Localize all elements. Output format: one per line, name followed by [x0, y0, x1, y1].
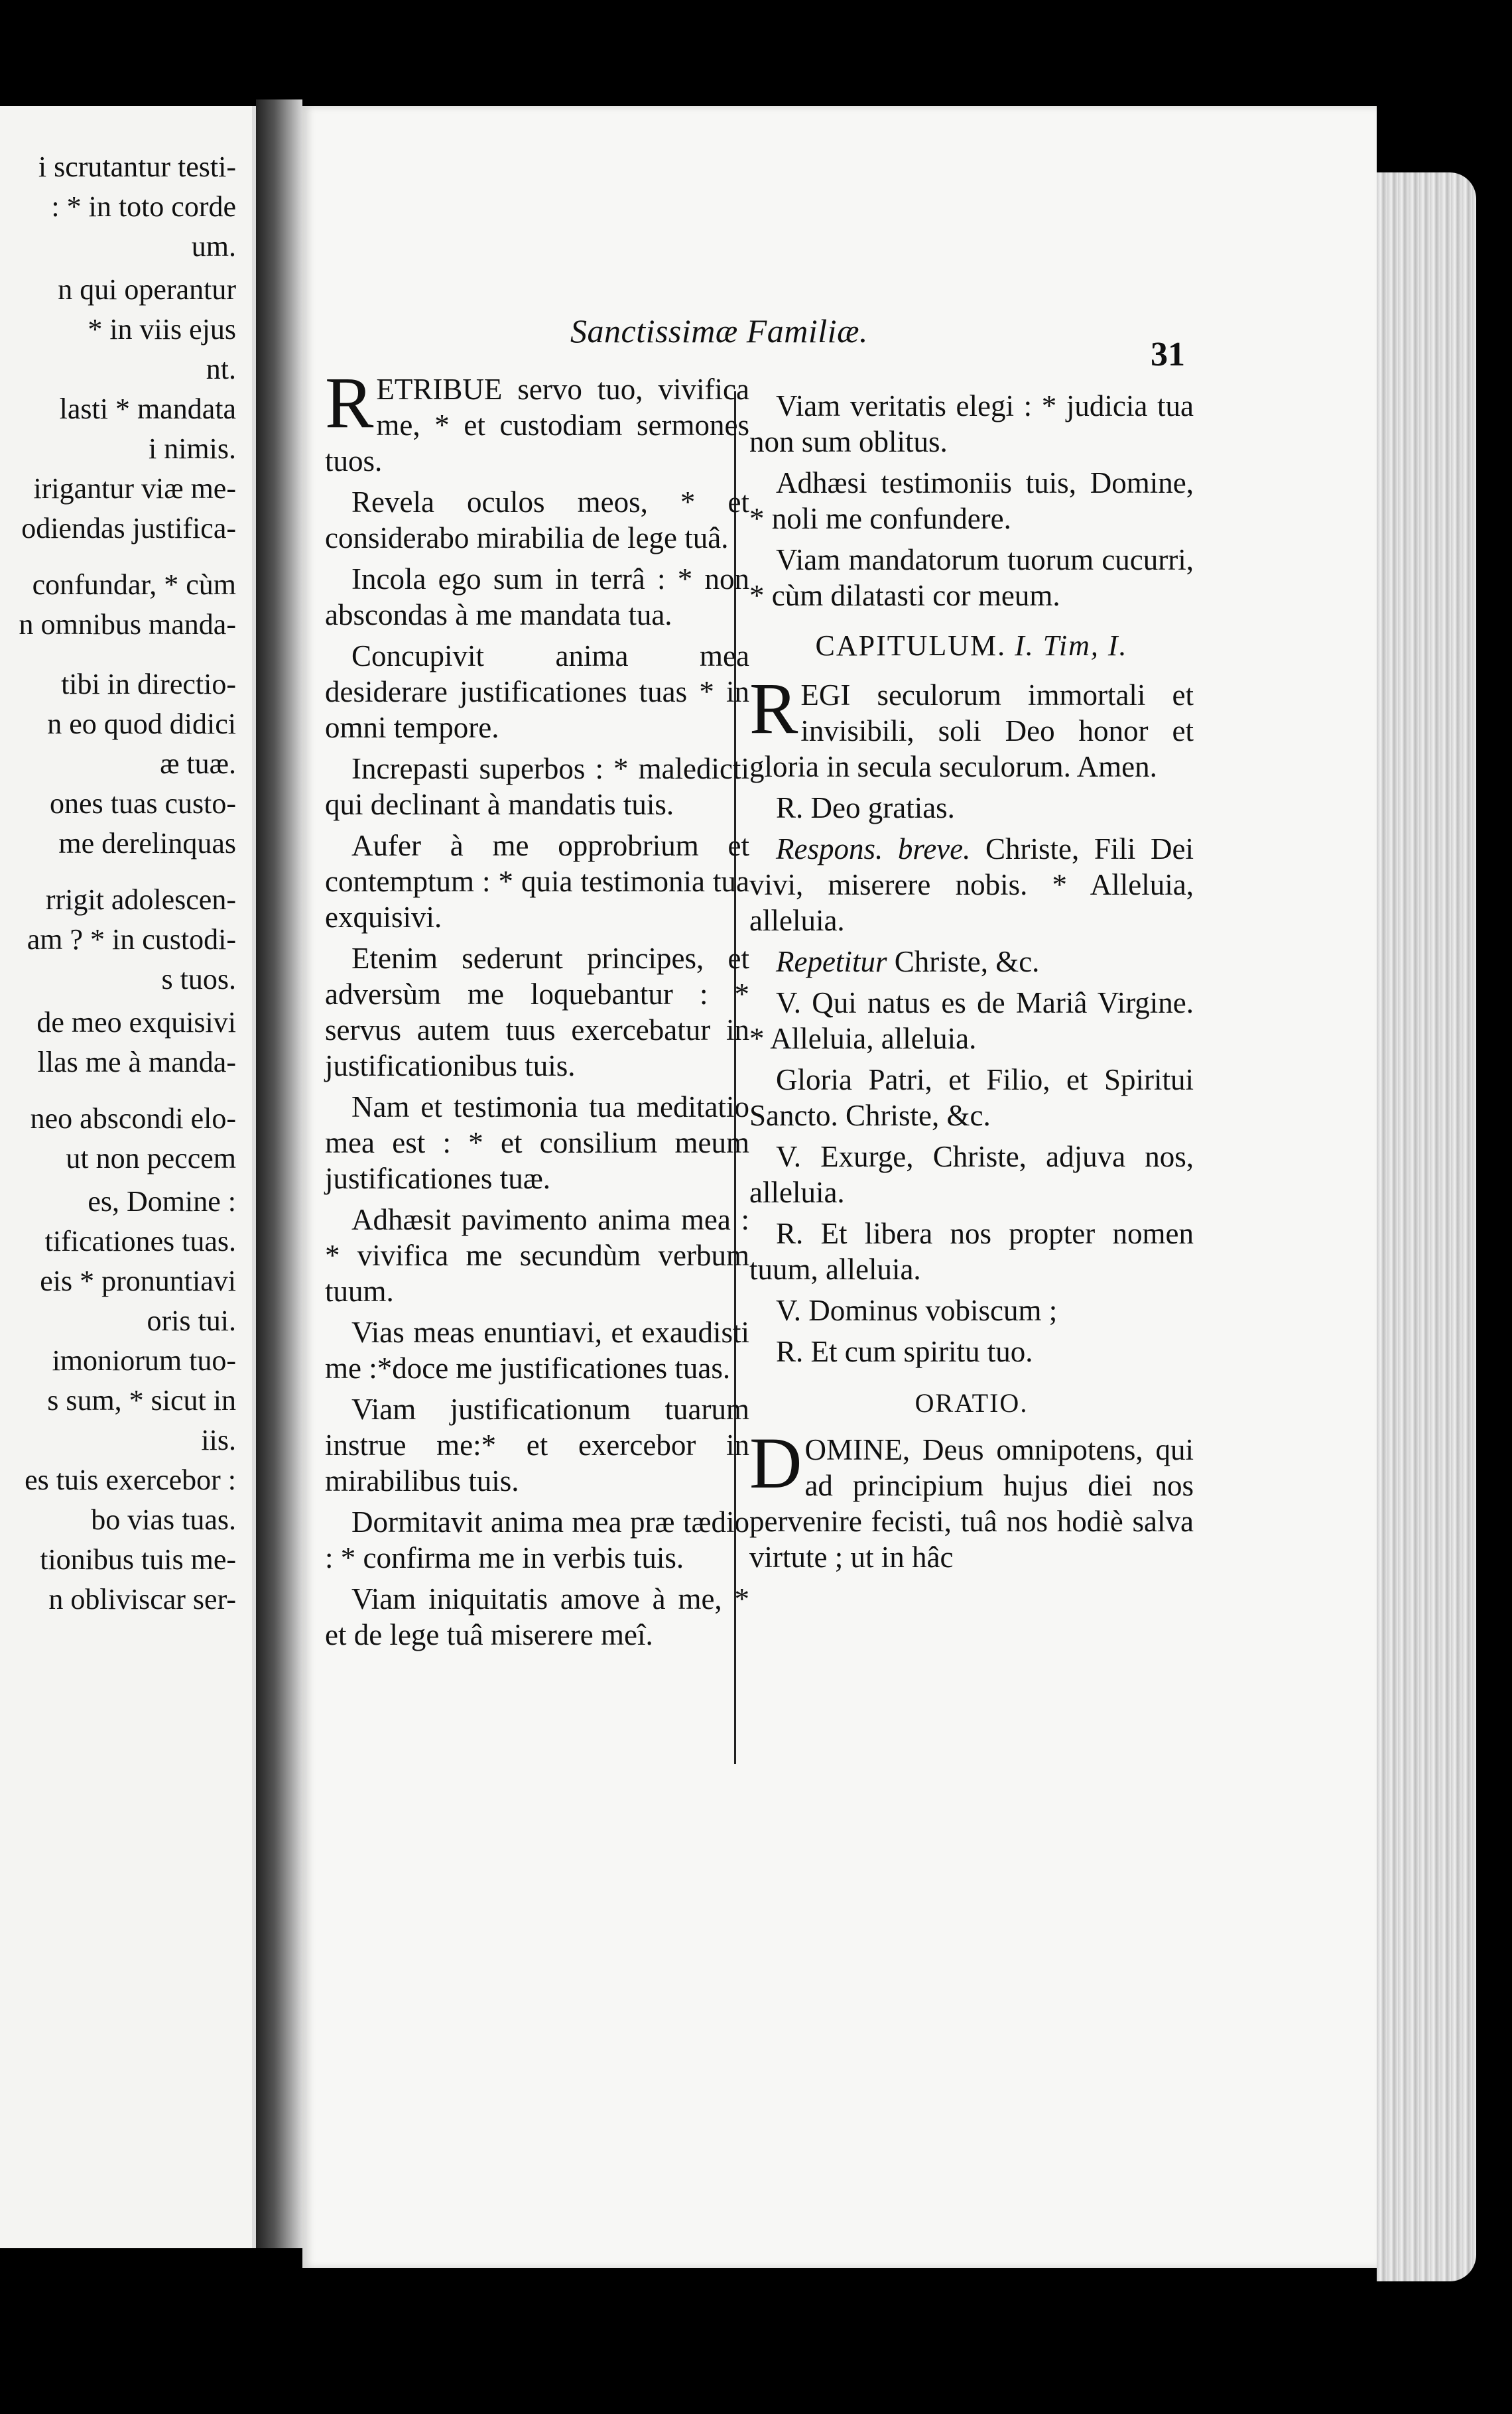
repetitur [749, 944, 1194, 980]
verse-text: Incola ego sum in terrâ : * non abscondas à me mandata tua. [325, 562, 749, 631]
psalm-verse [325, 1089, 749, 1196]
psalm-verse [325, 1504, 749, 1576]
left-page-line: confundar, * cùm [32, 568, 236, 601]
capitulum-reference: I. Tim, I. [1015, 629, 1128, 662]
left-page-line: i nimis. [148, 432, 236, 465]
capitulum-body: seculorum immortali et invisibili, soli Deo honor et gloria in secula seculorum. Amen. [749, 678, 1194, 783]
left-page-line: me derelinquas [58, 827, 236, 859]
verse-text: Etenim sederunt principes, et adversùm me loquebantur : * servus autem tuus exercebatur in justificationibus tuis. [325, 942, 749, 1082]
verse-text: servo tuo, vivifica me, * et custodiam sermones tuos. [325, 373, 749, 477]
psalm-verse [325, 484, 749, 556]
psalm-verse [749, 542, 1194, 613]
psalm-verse [325, 1202, 749, 1309]
running-head: Sanctissimæ Familiæ. [570, 312, 868, 349]
verse-text: Aufer à me opprobrium et contemptum : * quia testimonia tua exquisivi. [325, 829, 749, 934]
small-caps-word: EGI [800, 678, 851, 712]
left-page-line: æ tuæ. [160, 747, 236, 780]
left-page-line: es, Domine : [88, 1185, 236, 1218]
left-page-line: iis. [201, 1424, 236, 1456]
versicle [749, 1293, 1194, 1328]
book-gutter [256, 99, 302, 2248]
left-page-line: tificationes tuas. [44, 1225, 236, 1257]
left-page-line: n obliviscar ser- [48, 1583, 236, 1616]
responsory [749, 831, 1194, 938]
left-page-line: ones tuas custo- [49, 787, 236, 820]
verse-text: Dormitavit anima mea præ tædio : * confirma me in verbis tuis. [325, 1505, 749, 1574]
psalm-verse [325, 828, 749, 935]
verse-text: Concupivit anima mea desiderare justificationes tuas * in omni tempore. [325, 639, 749, 744]
verse-text: V. Exurge, Christe, adjuva nos, alleluia. [749, 1140, 1194, 1209]
repetitur-text: Christe, &c. [887, 945, 1040, 978]
versicle [749, 985, 1194, 1056]
verse-text: Viam mandatorum tuorum cucurri, * cùm dilatasti cor meum. [749, 543, 1194, 612]
left-page-line: lasti * mandata [59, 393, 236, 425]
left-page-line: es tuis exercebor : [25, 1464, 236, 1496]
left-page-line: tibi in directio- [61, 668, 236, 700]
verse-text: R. Et cum spiritu tuo. [776, 1335, 1033, 1368]
small-caps-word: OMINE, [804, 1433, 911, 1466]
page-edges [1377, 172, 1476, 2281]
left-page-line: eis * pronuntiavi [40, 1265, 236, 1297]
versicle [749, 1334, 1194, 1369]
psalm-verse [325, 751, 749, 822]
verse-text: V. Dominus vobiscum ; [776, 1294, 1058, 1327]
left-page-line: nt. [206, 353, 236, 385]
verse-text: R. Et libera nos propter nomen tuum, alleluia. [749, 1217, 1194, 1286]
drop-cap: R [749, 668, 798, 749]
verse-text: Gloria Patri, et Filio, et Spiritui Sancto. Christe, &c. [749, 1063, 1194, 1132]
capitulum-label: CAPITULUM. [815, 629, 1007, 662]
responsory-label: Respons. breve. [776, 832, 971, 865]
left-page-line: n qui operantur [58, 273, 236, 306]
versicle [749, 1216, 1194, 1287]
left-page-line: am ? * in custodi- [27, 923, 236, 956]
office-column [749, 388, 1194, 1580]
left-page-line: n omnibus manda- [19, 608, 236, 641]
left-page-line: s sum, * sicut in [47, 1384, 236, 1417]
psalm-verses-continued [749, 388, 1194, 613]
left-page-line: : * in toto corde [51, 190, 236, 223]
left-page-line: bo vias tuas. [91, 1503, 236, 1536]
repetitur-label: Repetitur [776, 945, 887, 978]
left-page-line: llas me à manda- [37, 1046, 236, 1078]
small-caps-word: ETRIBUE [376, 373, 503, 406]
drop-cap: D [749, 1423, 802, 1503]
versicle [749, 1062, 1194, 1133]
verse-text: Adhæsi testimoniis tuis, Domine, * noli me confundere. [749, 466, 1194, 535]
verse-text: Nam et testimonia tua meditatio mea est : * et consilium meum justificationes tuæ. [325, 1090, 749, 1195]
verse-text: Viam iniquitatis amove à me, * et de lege tuâ miserere meî. [325, 1582, 749, 1651]
verse-text: Increpasti superbos : * maledicti qui declinant à mandatis tuis. [325, 752, 749, 821]
psalm-verse [325, 1391, 749, 1499]
psalm-verse-first [325, 362, 749, 479]
oratio-text [749, 1423, 1194, 1575]
left-page-line: imoniorum tuo- [52, 1344, 236, 1377]
left-page-line: n eo quod didici [47, 708, 236, 740]
drop-cap: R [325, 362, 374, 443]
psalm-verse [325, 638, 749, 745]
left-page-line: i scrutantur testi- [38, 151, 236, 183]
capitulum-heading [749, 628, 1194, 664]
verse-text: Viam justificationum tuarum instrue me:* et exercebor in mirabilibus tuis. [325, 1393, 749, 1497]
left-page-line: um. [191, 230, 236, 263]
verse-text: Viam veritatis elegi : * judicia tua non sum oblitus. [749, 389, 1194, 458]
oratio-body: Deus omnipotens, qui ad principium hujus diei nos pervenire fecisti, tuâ nos hodiè salva virtute ; ut in hâc [749, 1433, 1194, 1574]
deo-gratias [749, 790, 1194, 826]
psalm-verse [749, 388, 1194, 460]
psalm-verse [325, 940, 749, 1084]
left-page-line: de meo exquisivi [36, 1006, 236, 1039]
left-page-line: irigantur viæ me- [33, 472, 236, 505]
psalm-verse [749, 465, 1194, 537]
left-page-fragment [0, 106, 256, 2248]
left-page-line: rrigit adolescen- [45, 883, 236, 916]
left-page-line: s tuos. [161, 963, 236, 995]
response-text: R. Deo gratias. [776, 791, 955, 824]
left-page-line: odiendas justifica- [21, 512, 236, 544]
verse-text: Revela oculos meos, * et considerabo mirabilia de lege tuâ. [325, 485, 749, 554]
psalm-column [325, 362, 749, 1658]
versicle [749, 1139, 1194, 1210]
verse-text: Vias meas enuntiavi, et exaudisti me :*doce me justificationes tuas. [325, 1316, 749, 1385]
capitulum-text [749, 668, 1194, 785]
left-page-line: ut non peccem [66, 1142, 236, 1175]
psalm-verse [325, 1314, 749, 1386]
verse-text: Adhæsit pavimento anima mea : * vivifica me secundùm verbum tuum. [325, 1203, 749, 1308]
oratio-heading: ORATIO. [914, 1388, 1029, 1418]
psalm-verses [325, 484, 749, 1653]
left-page-line: neo abscondi elo- [30, 1102, 236, 1135]
verse-text: V. Qui natus es de Mariâ Virgine. * Alleluia, alleluia. [749, 986, 1194, 1055]
psalm-verse [325, 1581, 749, 1653]
left-page-line: oris tui. [147, 1304, 236, 1337]
left-page-line: tionibus tuis me- [40, 1543, 236, 1576]
page-number: 31 [1151, 336, 1185, 373]
psalm-verse [325, 561, 749, 633]
versicles [749, 985, 1194, 1369]
responsory-text: Christe, Fili Dei vivi, miserere nobis. * Alleluia, alleluia. [749, 832, 1194, 937]
left-page-line: * in viis ejus [88, 313, 236, 346]
